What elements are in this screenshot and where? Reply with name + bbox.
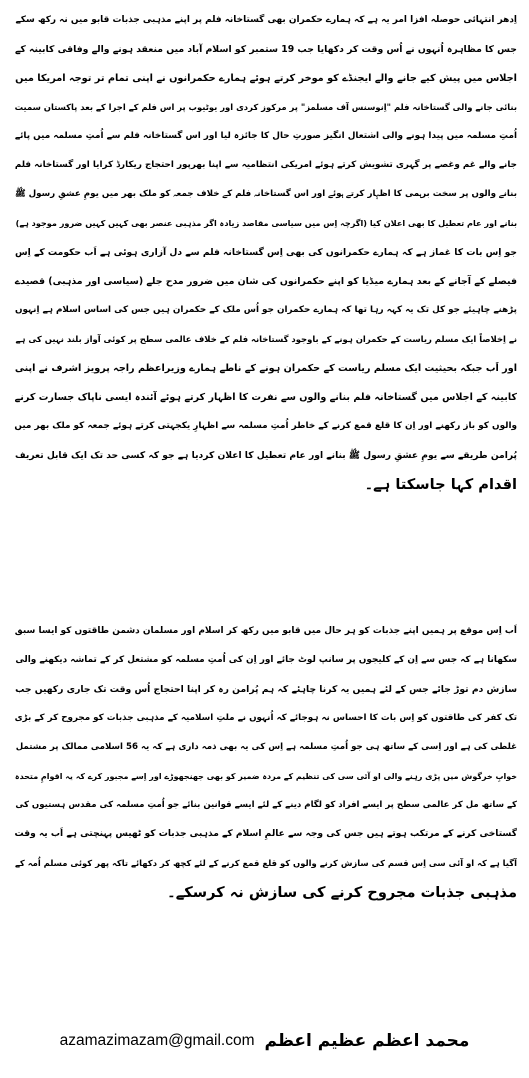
text-line: اَب اِس موقع پر ہمیں اپنے جذبات کو ہر حال میں قابو میں رکھ کر اسلام اور مسلمان دشمن طاقتوں کو ایسا سبق	[14, 626, 517, 636]
text-line: جو اِس بات کا غماز ہے کہ ہمارے حکمرانوں کی بھی اِس گستاخانہ فلم سے دل آزاری ہوئی ہے اَب حکومت کے اِس	[14, 247, 517, 258]
paragraph-2	[12, 617, 517, 907]
text-line: والوں کو باز رکھنے اور اِن کا قلع قمع کرنے کے خاطر اُمتِ مسلمہ سے اظہارِ یکجہتی کرتے ہوئے جمعہ کو ملک بھر میں	[14, 421, 517, 431]
text-line: فیصلے کے آجانے کے بعد ہمارے میڈیا کو اپنے حکمرانوں کی شان میں ضرور مدح جلے (سیاسی اور مذہبی) قصیدے	[14, 276, 517, 287]
author-email: azamazimazam@gmail.com	[59, 1032, 255, 1049]
paragraph-1	[12, 6, 517, 499]
text-line: جانے والے غم وغصے پر گہری تشویش کرتے ہوئے امریکی انتظامیہ سے اپنا بھرپور احتجاج ریکارڈ کرایا اور گستاخانہ فلم	[14, 160, 517, 170]
text-line: پڑھنے چاہیئے جو کل تک یہ کہہ رہا تھا کہ ہمارے حکمران جو اُس ملک کے حکمران ہیں جس کی اساس اسلام ہے اِنہوں	[14, 305, 517, 315]
text-line: اجلاس میں پیش کیے جانے والے ایجنڈے کو موخر کرتے ہوئے ہمارے حکمرانوں نے اپنی تمام تر توجہ امریکا میں	[15, 73, 517, 84]
text-line: کابینہ کے اجلاس میں گستاخانہ فلم بنانے والوں سے نفرت کا اظہار کرتے ہوئے آئندہ ایسی ناپاک جسارت کرنے	[14, 392, 517, 403]
text-line: گستاخی کرنے کے مرتکب ہوتے ہیں جس کی وجہ سے عالمِ اسلام کے مذہبی جذبات کو ٹھیس پہنچتی ہے اَب یہ وقت	[14, 829, 517, 839]
text-line: نے اِخلاصاً ایک مسلم ریاست کے حکمران ہونے کے باوجود گستاخانہ فلم کے خلاف عالمی سطح پر کوئی آواز بلند نہیں کی ہے	[15, 334, 517, 344]
text-line: سازش دم توڑ جائے جس کے لئے ہمیں یہ کرنا چاہئے کہ ہم پُرامن رہ کر اپنا احتجاج اُس وقت تک جاری رکھیں جب	[15, 684, 517, 695]
text-line: کے ساتھ مل کر عالمی سطح پر ایسے افراد کو لگام دینے کے لئے ایسے قوانین بنائے جو اُمتِ مسلمہ کی مقدس ہستیوں کی	[15, 800, 517, 810]
text-line: تک کفر کی طاقتوں کو اِس بات کا احساس نہ ہوجائے کہ اُنہوں نے ملتِ اسلامیہ کے مذہبی جذبات کو مجروح کر کے بڑی	[14, 713, 517, 723]
signature-block	[0, 1023, 529, 1059]
text-line: آگیا ہے کہ او آئی سی اِس قسم کی سازش کرنے والوں کو قلع قمع کرنے کے لئے کچھ کر دکھائے تاکہ پھر کوئی مسلم اُمہ کے	[14, 858, 517, 868]
text-line: جس کا مظاہرہ اُنہوں نے اُس وقت کر دکھایا جب 19 ستمبر کو اسلام آباد میں منعقد ہونے والے وفاقی کابینہ کے	[14, 44, 517, 55]
text-line: بنانے اور عام تعطیل کا بھی اعلان کیا (اگرچہ اِس میں سیاسی مقاصد زیادہ اگر مذہبی عنصر بھی کہیں کہیں ضرور موجود ہے)	[15, 218, 517, 228]
author-name: محمد اعظم عظیم اعظم	[264, 1031, 470, 1051]
text-line: بنانے والوں پر سخت برہمی کا اظہار کرتے ہوئے اور اس گستاخانہ فلم کے خلاف جمعہ کو ملک بھر میں یومِ عشقِ رسول ﷺ	[15, 189, 517, 199]
text-line: خوابِ خرگوش میں پڑی رہنے والی او آئی سی کی تنظیم کے مردہ ضمیر کو بھی جھنجھوڑے اور اِسے مجبور کرے کہ یہ اقوامِ متحدہ	[14, 772, 517, 781]
text-line: اُمتِ مسلمہ میں پیدا ہونے والی اشتعال انگیز صورتِ حال کا جائزہ لیا اور اس گستاخانہ فلم سے اُمتِ مسلمہ میں پائے	[14, 131, 517, 141]
text-line: اور اَب جبکہ بحیثیت ایک مسلم ریاست کے حکمران ہونے کے ناطے ہمارے وزیراعظم راجہ پرویز اشرف نے اپنی	[14, 363, 517, 374]
text-line: پُرامن طریقے سے یومِ عشقِ رسول ﷺ بنانے اور عام تعطیل کا اعلان کردیا ہے جو کہ کسی حد تک ایک قابل تعریف	[14, 450, 517, 461]
text-line: اقدام کہا جاسکتا ہے۔	[364, 476, 517, 493]
text-line: سکھانا ہے کہ جس سے اِن کے کلیجوں پر سانپ لوٹ جائے اور اِن کی اُمتِ مسلمہ کو مشتعل کر کے تماشہ دیکھنے والی	[15, 655, 517, 665]
text-line: بنائی جانے والی گستاخانہ فلم "اِنوسنس آف مسلمز" پر مرکوز کردی اور یوٹیوب پر اس فلم کے اجرا کے بعد پاکستان سمیت	[14, 102, 517, 112]
text-line: مذہبی جذبات مجروح کرنے کی سازش نہ کرسکے۔	[167, 884, 517, 901]
text-line: غلطی کی ہے اور اِسی کے ساتھ ہی جو اُمتِ مسلمہ ہے اِس کی یہ بھی ذمہ داری ہے کہ یہ 56 اسلامی ممالک پر مشتمل	[15, 742, 517, 752]
text-line: اِدھر انتہائی حوصلہ افزا امر یہ ہے کہ ہمارے حکمران بھی گستاخانہ فلم پر اپنے مذہبی جذبات قابو میں نہ رکھ سکے	[15, 15, 517, 25]
